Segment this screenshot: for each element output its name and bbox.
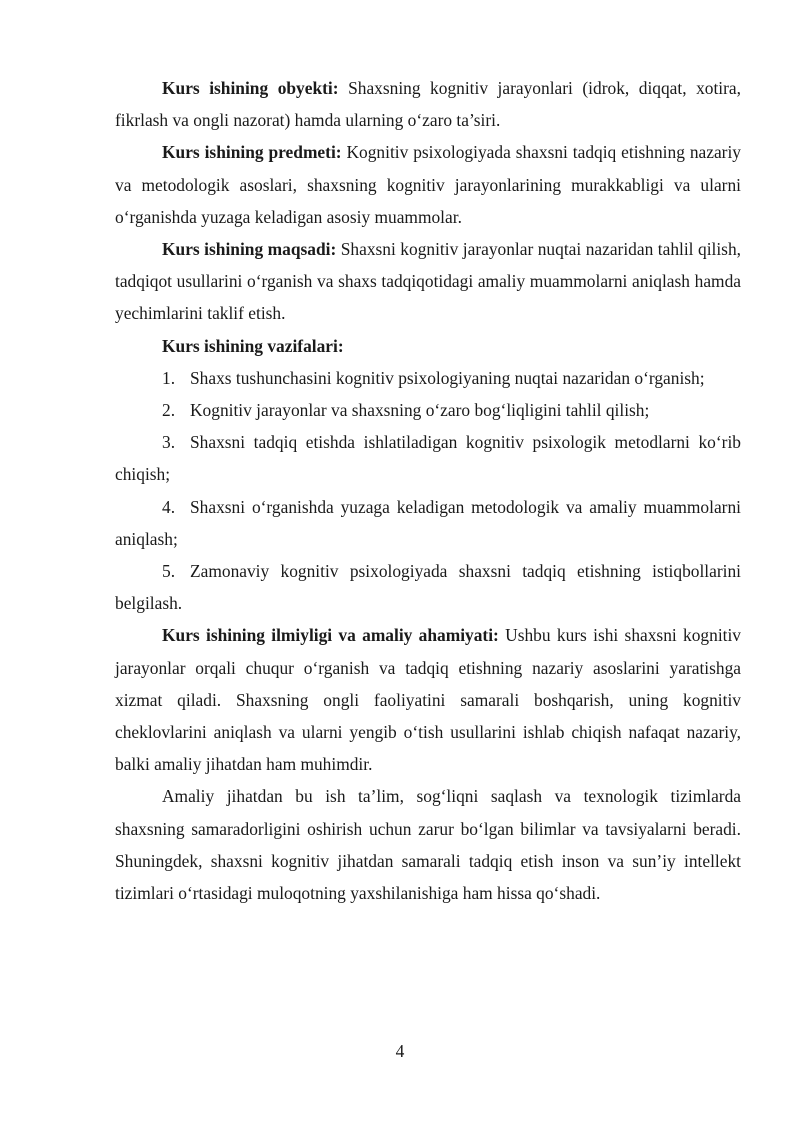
significance-heading: Kurs ishining ilmiyligi va amaliy ahamiyati:: [162, 625, 499, 646]
task-item: [115, 555, 741, 619]
task-item: [115, 362, 741, 394]
object-heading: Kurs ishining obyekti:: [162, 78, 339, 98]
task-text: Kognitiv jarayonlar va shaxsning o‘zaro bog‘liqligini tahlil qilish;: [190, 400, 650, 421]
task-item: [115, 426, 741, 490]
task-text: Shaxs tushunchasini kognitiv psixologiyaning nuqtai nazaridan o‘rganish;: [190, 367, 705, 388]
task-text: Shaxsni tadqiq etishda ishlatiladigan kognitiv psixologik metodlarni ko‘rib chiqish;: [115, 432, 741, 485]
goal-text: Shaxsni kognitiv jarayonlar nuqtai nazaridan tahlil qilish, tadqiqot usullarini o‘rganish va shaxs tadqiqotidagi amaliy muammolarni aniqlash hamda yechimlarini taklif etish.: [115, 239, 741, 324]
task-number: 5.: [162, 561, 176, 582]
significance-text: Ushbu kurs ishi shaxsni kognitiv jarayonlar orqali chuqur o‘rganish va tadqiq etishning nazariy asoslarini yaratishga xizmat qiladi. Shaxsning ongli faoliyatini samarali boshqarish, uning kognitiv cheklovlarini aniqlash va ularni yengib o‘tish usullarini ishlab chiqish nafaqat nazariy, balki amaliy jihatdan ham muhimdir.: [115, 625, 742, 775]
paragraph-practical: [115, 780, 741, 909]
object-text: Shaxsning kognitiv jarayonlari (idrok, diqqat, xotira, fikrlash va ongli nazorat) hamda ularning o‘zaro ta’siri.: [115, 78, 741, 131]
task-text: Zamonaviy kognitiv psixologiyada shaxsni tadqiq etishning istiqbollarini belgilash.: [115, 561, 741, 614]
task-number: 3.: [162, 432, 176, 453]
paragraph-object: [115, 72, 741, 136]
document-body: [115, 72, 741, 909]
subject-text: Kognitiv psixologiyada shaxsni tadqiq etishning nazariy va metodologik asoslari, shaxsning kognitiv jarayonlarining murakkabligi va ularni o‘rganishda yuzaga keladigan asosiy muammolar.: [115, 142, 741, 227]
task-number: 4.: [162, 496, 176, 517]
page-number: 4: [395, 1041, 405, 1061]
task-number: 1.: [162, 367, 176, 388]
paragraph-goal: [115, 233, 741, 330]
practical-text: Amaliy jihatdan bu ish ta’lim, sog‘liqni saqlash va texnologik tizimlarda shaxsning samaradorligini oshirish uchun zarur bo‘lgan bilimlar va tavsiyalarni beradi. Shuningdek, shaxsni kognitiv jihatdan samarali tadqiq etish inson va sun’iy intellekt tizimlari o‘rtasidagi muloqotning yaxshilanishiga ham hissa qo‘shadi.: [115, 786, 741, 904]
subject-heading: Kurs ishining predmeti:: [162, 142, 342, 163]
goal-heading: Kurs ishining maqsadi:: [162, 239, 337, 260]
paragraph-significance: [115, 619, 741, 780]
task-number: 2.: [162, 400, 176, 421]
paragraph-subject: [115, 136, 741, 233]
tasks-heading: Kurs ishining vazifalari:: [162, 335, 344, 356]
task-text: Shaxsni o‘rganishda yuzaga keladigan metodologik va amaliy muammolarni aniqlash;: [115, 496, 741, 549]
task-item: [115, 394, 741, 426]
task-item: [115, 491, 741, 555]
